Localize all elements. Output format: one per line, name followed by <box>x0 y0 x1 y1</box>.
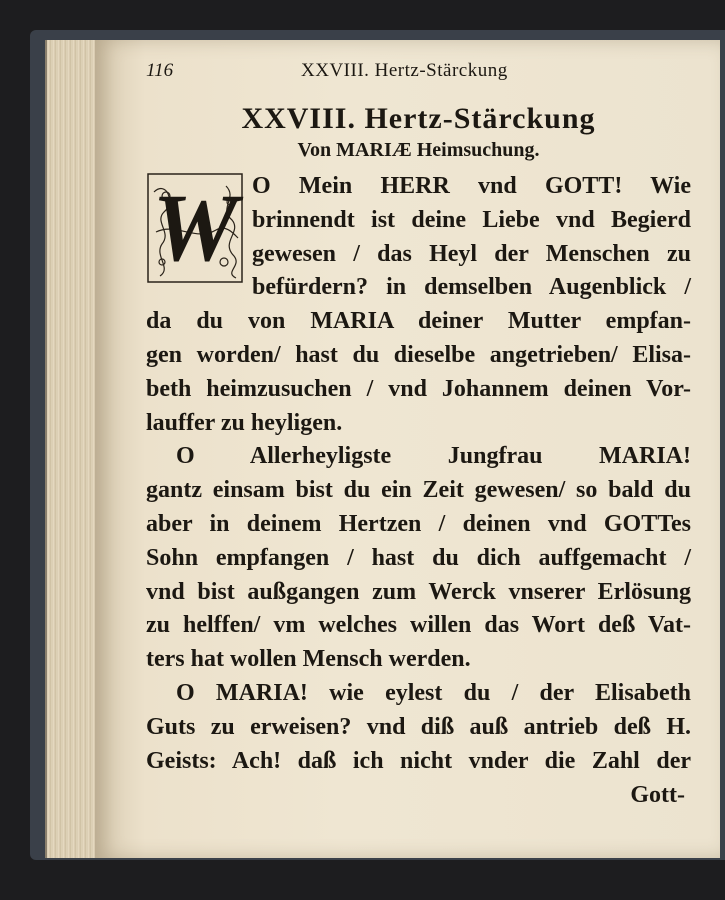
text-line: O Allerheyligste Jungfrau MARIA! <box>176 443 691 470</box>
decorated-initial <box>146 172 244 284</box>
page-content <box>146 56 691 812</box>
text-line: Geists: Ach! daß ich nicht vnder die Zahl der <box>146 747 691 774</box>
running-head <box>146 56 691 84</box>
text-line: lauffer zu heyligen. <box>146 409 343 436</box>
text-line: Sohn empfangen / hast du dich auffgemacht / <box>146 544 691 571</box>
text-line: gantz einsam bist du ein Zeit gewesen/ so bald du <box>146 477 691 504</box>
text-line: gen worden/ hast du dieselbe angetrieben/ Elisa- <box>146 341 691 368</box>
paragraph-3 <box>146 677 691 778</box>
text-line: O Mein HERR vnd GOTT! Wie <box>252 173 691 199</box>
paragraph-2 <box>146 440 691 677</box>
text-line: Guts zu erweisen? vnd diß auß antrieb deß H. <box>146 713 691 740</box>
text-line: ters hat wollen Mensch werden. <box>146 646 471 673</box>
text-line: beth heimzusuchen / vnd Johannem deinen Vor- <box>146 375 691 402</box>
initial-letter: W <box>152 174 238 281</box>
text-line: vnd bist außgangen zum Werck vnserer Erlösung <box>146 578 691 605</box>
chapter-title: XXVIII. Hertz-Stärckung <box>241 102 596 135</box>
text-line: gewesen / das Heyl der Menschen zu <box>252 240 691 267</box>
text-line: da du von MARIA deiner Mutter empfan- <box>146 308 691 335</box>
text-line: aber in deinem Hertzen / deinen vnd GOTTes <box>146 510 691 537</box>
catchword: Gott- <box>630 782 685 809</box>
text-line: brinnendt ist deine Liebe vnd Begierd <box>252 206 691 233</box>
paragraph-1 <box>146 170 691 440</box>
text-line: O MARIA! wie eylest du / der Elisabeth <box>176 679 691 706</box>
chapter-subtitle: Von MARIÆ Heimsuchung. <box>297 139 540 161</box>
page-edges <box>45 40 102 858</box>
text-line: zu helffen/ vm welches willen das Wort deß Vat- <box>146 612 691 639</box>
page-number: 116 <box>146 60 174 81</box>
running-title: XXVIII. Hertz-Stärckung <box>301 60 508 81</box>
text-line: befürdern? in demselben Augenblick / <box>252 274 691 301</box>
